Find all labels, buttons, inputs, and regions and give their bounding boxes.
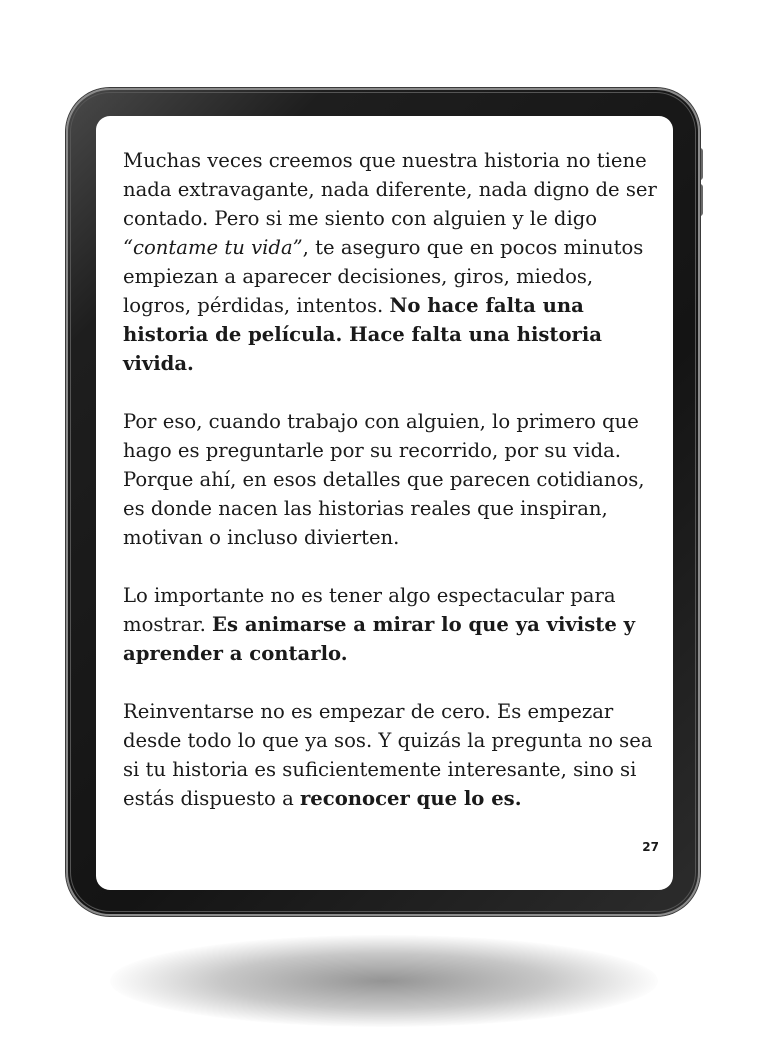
paragraph-4-emphasis: reconocer que lo es. <box>299 787 522 810</box>
page-number: 27 <box>642 840 659 854</box>
paragraph-3-emphasis: Es animarse a mirar lo que ya viviste y aprender a contarlo. <box>123 613 636 665</box>
paragraph-2-text: Por eso, cuando trabajo con alguien, lo primero que hago es preguntarle por su recorrido, por su vida. Porque ahí, en esos detalles que parecen cotidianos, es donde nacen las historias reales que inspiran, motivan o incluso divierten. <box>123 410 645 549</box>
paragraph-1 <box>123 146 659 378</box>
paragraph-4 <box>123 697 659 813</box>
paragraph-1-emphasis: No hace falta una historia de película. Hace falta una historia vivida. <box>123 294 602 375</box>
paragraph-1-quote: “contame tu vida” <box>123 236 303 259</box>
paragraph-1-continuation: , te aseguro que en pocos minutos empiezan a aparecer decisiones, giros, miedos, logros, pérdidas, intentos. <box>123 236 644 317</box>
paragraph-1-text: Muchas veces creemos que nuestra historia no tiene nada extravagante, nada diferente, nada digno de ser contado. Pero si me siento con alguien y le digo <box>123 149 657 230</box>
tablet-screen <box>96 116 673 890</box>
device-shadow <box>110 935 658 1027</box>
paragraph-3 <box>123 581 659 668</box>
paragraph-2 <box>123 407 659 552</box>
paragraph-3-text: Lo importante no es tener algo espectacular para mostrar. <box>123 584 616 636</box>
paragraph-4-text: Reinventarse no es empezar de cero. Es empezar desde todo lo que ya sos. Y quizás la pregunta no sea si tu historia es suficientemente interesante, sino si estás dispuesto a <box>123 700 653 810</box>
page-body <box>123 146 659 842</box>
